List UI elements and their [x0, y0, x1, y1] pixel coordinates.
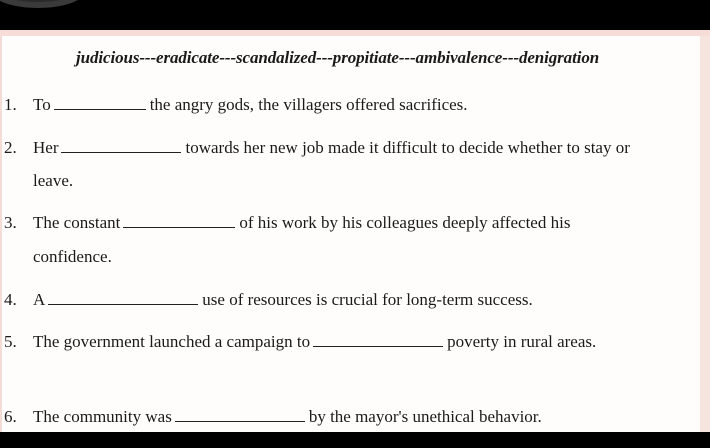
answer-blank[interactable] — [54, 95, 146, 110]
question-number: 2. — [4, 138, 17, 157]
question-text-after: poverty in rural areas. — [447, 332, 597, 351]
question-number: 3. — [4, 213, 17, 232]
question-text-before: A — [33, 290, 46, 309]
question-number: 1. — [4, 95, 17, 114]
question-number: 5. — [4, 332, 17, 351]
question-text-after: the angry gods, the villagers offered sacrifices. — [149, 95, 468, 114]
answer-blank[interactable] — [61, 138, 181, 153]
answer-blank[interactable] — [175, 407, 305, 422]
question-text-before: The community was — [33, 407, 172, 426]
question-number: 6. — [4, 407, 17, 426]
answer-blank[interactable] — [48, 290, 198, 305]
question-text-after: use of resources is crucial for long-term success. — [202, 290, 533, 309]
answer-blank[interactable] — [313, 332, 443, 347]
question-text-before: The government launched a campaign to — [33, 332, 311, 351]
word-bank: judicious---eradicate---scandalized---propitiate---ambivalence---denigration — [76, 48, 600, 67]
camera-notch — [0, 0, 86, 2]
question-text-before: The constant — [33, 213, 121, 232]
question-text-before: Her — [33, 138, 59, 157]
question-text-after: by the mayor's unethical behavior. — [308, 407, 542, 426]
top-bar — [0, 0, 710, 30]
question-text-after: towards her new job made it difficult to decide whether to stay or — [185, 138, 630, 157]
question-text-cont: confidence. — [33, 247, 112, 266]
question-text-cont: leave. — [33, 171, 74, 190]
paper-edge-right — [700, 36, 710, 432]
answer-blank[interactable] — [123, 213, 235, 228]
question-number: 4. — [4, 290, 17, 309]
bottom-bar — [0, 432, 710, 448]
question-text-after: of his work by his colleagues deeply affected his — [239, 213, 571, 232]
worksheet — [0, 30, 710, 432]
paper-edge-left — [0, 36, 2, 432]
question-text-before: To — [33, 95, 51, 114]
